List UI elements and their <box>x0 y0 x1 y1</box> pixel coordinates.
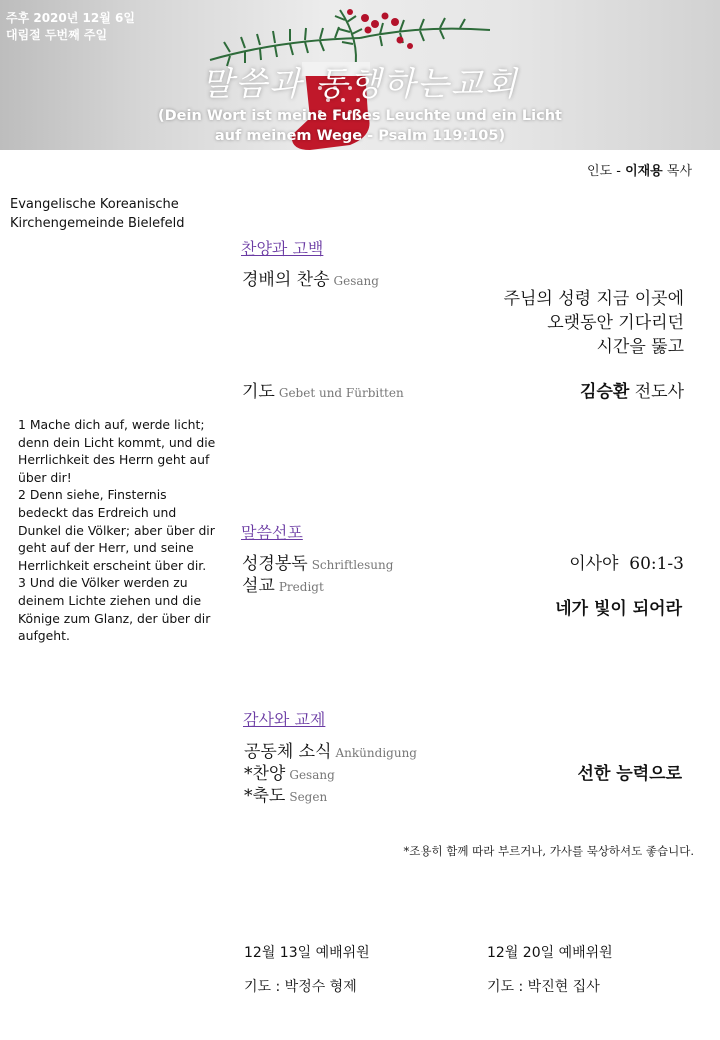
church-name-line2: Kirchengemeinde Bielefeld <box>10 216 185 231</box>
psalm-subtitle: (Dein Wort ist meine Fußes Leuchte und ein Licht auf meinem Wege - Psalm 119:105) <box>158 108 562 144</box>
hymn-line: 주님의 성령 지금 이곳에 <box>503 289 684 309</box>
item-korean: *축도 <box>244 786 286 806</box>
prayer-leader-name: 김승환 <box>580 382 630 402</box>
order-item-hymn <box>242 265 379 290</box>
hymn-line: 시간을 뚫고 <box>596 337 684 357</box>
church-name-line1: Evangelische Koreanische <box>10 197 179 212</box>
duty-prayer-1: 기도 : 박정수 형제 <box>244 979 357 995</box>
leader-name: 이재용 <box>625 164 663 179</box>
order-item-prayer <box>242 377 404 402</box>
prayer-leader <box>580 377 684 402</box>
church-name <box>10 195 185 233</box>
prayer-leader-title: 전도사 <box>629 382 684 402</box>
hymn-title <box>504 287 684 359</box>
scripture-verse: 1 Mache dich auf, werde licht; denn dein Licht kommt, und die Herrlichkeit des Herrn geht auf über dir! 2 Denn siehe, Finsternis bedeckt das Erdreich und Dunkel die Völker; aber über dir geht auf der Herr, und seine Herrlichkeit erscheint über dir. 3 Und die Völker werden zu deinem Lichte ziehen und die Könige zum Glanz, der über dir aufgeht. <box>18 417 216 644</box>
item-korean: 성경봉독 <box>242 554 308 574</box>
item-korean: 설교 <box>242 576 275 596</box>
church-title: 말씀과 동행하는교회 <box>201 64 519 103</box>
date-block <box>6 10 135 44</box>
item-german: Gesang <box>333 274 379 288</box>
item-korean: *찬양 <box>244 764 286 784</box>
order-item-sermon <box>242 571 324 596</box>
leader-role: 인도 - <box>586 164 626 179</box>
leader-title: 목사 <box>662 164 692 179</box>
section-heading-praise: 찬양과 고백 <box>241 239 324 258</box>
scripture-reference: 이사야 60:1-3 <box>569 554 684 574</box>
item-german: Predigt <box>278 580 324 594</box>
section-heading-word: 말씀선포 <box>241 523 303 542</box>
item-korean: 기도 <box>242 382 275 402</box>
item-korean: 공동체 소식 <box>244 742 332 762</box>
item-german: Schriftlesung <box>311 558 394 572</box>
worship-leader <box>587 160 692 179</box>
order-item-blessing <box>244 781 327 806</box>
singing-note: *조용히 함께 따라 부르거나, 가사를 묵상하셔도 좋습니다. <box>403 844 694 858</box>
duty-heading-2: 12월 20일 예배위원 <box>487 945 613 961</box>
berry-icon <box>347 9 413 49</box>
item-german: Ankündigung <box>335 746 417 760</box>
section-heading-fellowship: 감사와 교제 <box>243 710 326 729</box>
closing-song-title: 선한 능력으로 <box>577 764 682 784</box>
duty-prayer-2: 기도 : 박진현 집사 <box>487 979 600 995</box>
item-german: Gesang <box>289 768 335 782</box>
header-banner <box>0 0 720 150</box>
service-date: 주후 2020년 12월 6일 <box>6 11 135 25</box>
sermon-title: 네가 빛이 되어라 <box>555 599 682 619</box>
item-german: Segen <box>289 790 328 804</box>
duty-heading-1: 12월 13일 예배위원 <box>244 945 370 961</box>
hymn-line: 오랫동안 기다리던 <box>547 313 684 333</box>
item-korean: 경배의 찬송 <box>242 270 330 290</box>
liturgical-sunday: 대림절 두번째 주일 <box>6 28 108 42</box>
item-german: Gebet und Fürbitten <box>278 386 404 400</box>
